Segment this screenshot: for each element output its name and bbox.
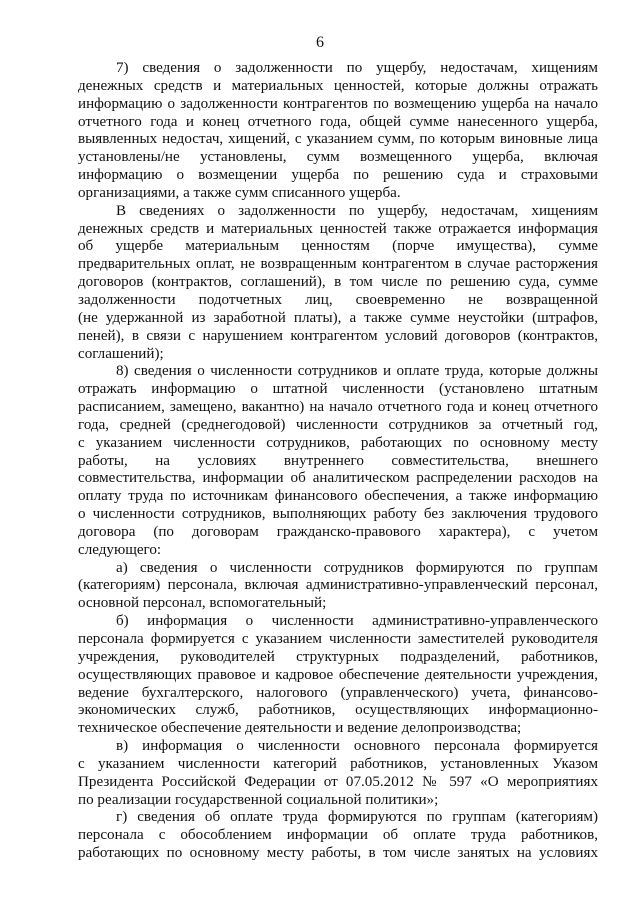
text-line: Президента Российской Федерации от 07.05.2012 № 597 «О мероприятиях (78, 773, 598, 790)
text-line: работающих по основному месту работы, в том числе занятых на условиях (78, 845, 598, 862)
text-line: с указанием численности категорий работников, установленных Указом (78, 755, 598, 772)
text-line: экономических служб, работников, осуществляющих информационно- (78, 702, 598, 719)
text-line: денежных средств и материальных ценностей также отражается информация (78, 220, 598, 237)
text-line: б) информация о численности административно-управленческого (116, 613, 598, 630)
page-number: 6 (316, 34, 324, 51)
text-line: отчетного года и конец отчетного года, общей сумме нанесенного ущерба, (78, 113, 598, 130)
text-line: с указанием численности сотрудников, работающих по основному месту (78, 434, 598, 451)
text-line: персонала формируется с указанием численности заместителей руководителя (78, 631, 598, 647)
text-line: осуществляющих правовое и кадровое обеспечение деятельности учреждения, (78, 666, 598, 683)
text-line: а) сведения о численности сотрудников формируются по группам (116, 559, 598, 576)
text-line: 8) сведения о численности сотрудников и оплате труда, которые должны (116, 363, 598, 380)
text-line: организациями, а также сумм списанного ущерба. (78, 184, 401, 201)
text-line: следующего: (78, 541, 162, 558)
text-line: (не удержанной из заработной платы), а также сумме неустойки (штрафов, (78, 309, 598, 326)
text-line: оплату труда по источникам финансового обеспечения, а также информацию (78, 488, 598, 505)
text-line: расписанием, замещено, вакантно) на начало отчетного года и конец отчетного (78, 399, 598, 416)
text-line: по реализации государственной социальной политики»; (78, 791, 439, 808)
text-line: основной персонал, вспомогательный; (78, 595, 327, 612)
text-line: договоров (контрактов, соглашений), в том числе по решению суда, сумме (78, 274, 598, 291)
text-line: совместительства, информации об аналитическом распределении расходов на (78, 470, 598, 487)
text-line: задолженности подотчетных лиц, своевременно не возвращенной (78, 291, 598, 308)
document-body (78, 60, 598, 863)
text-line: выявленных недостач, хищений, с указанием сумм, по которым виновные лица (78, 131, 598, 148)
text-line: об ущербе материальным ценностям (порче имущества), сумме (78, 238, 598, 255)
text-line: предварительных оплат, не возвращенным контрагентом в случае расторжения (78, 256, 598, 273)
text-line: соглашений); (78, 345, 164, 362)
text-line: года, средней (среднегодовой) численности сотрудников за отчетный год, (78, 416, 598, 433)
text-line: (категориям) персонала, включая административно-управленческий персонал, (78, 577, 598, 594)
text-line: В сведениях о задолженности по ущербу, недостачам, хищениям (116, 202, 598, 219)
text-line: ведение бухгалтерского, налогового (управленческого) учета, финансово- (78, 684, 598, 701)
text-line: г) сведения об оплате труда формируются по группам (категориям) (116, 809, 598, 826)
text-line: денежных средств и материальных ценностей, которые должны отражать (78, 77, 598, 94)
text-line: договора (по договорам гражданско-правового характера), с учетом (78, 523, 598, 540)
text-line: учреждения, руководителей структурных подразделений, работников, (78, 648, 598, 665)
text-line: отражать информацию о штатной численности (установлено штатным (78, 381, 598, 398)
text-line: о численности сотрудников, выполняющих работу без заключения трудового (78, 506, 598, 523)
text-line: персонала с обособлением информации об оплате труда работников, (78, 827, 598, 844)
text-line: техническое обеспечение деятельности и ведение делопроизводства; (78, 720, 522, 737)
text-line: пеней), в связи с нарушением контрагентом условий договоров (контрактов, (78, 327, 598, 344)
text-line: в) информация о численности основного персонала формируется (116, 738, 598, 755)
text-line: информацию о задолженности контрагентов по возмещению ущерба на начало (78, 95, 598, 112)
text-line: 7) сведения о задолженности по ущербу, недостачам, хищениям (116, 60, 598, 76)
text-line: информацию о возмещении ущерба по решению суда и страховыми (78, 167, 598, 184)
text-line: работы, на условиях внутреннего совместительства, внешнего (78, 452, 598, 469)
text-line: установлены/не установлены, сумм возмещенного ущерба, включая (78, 149, 598, 166)
